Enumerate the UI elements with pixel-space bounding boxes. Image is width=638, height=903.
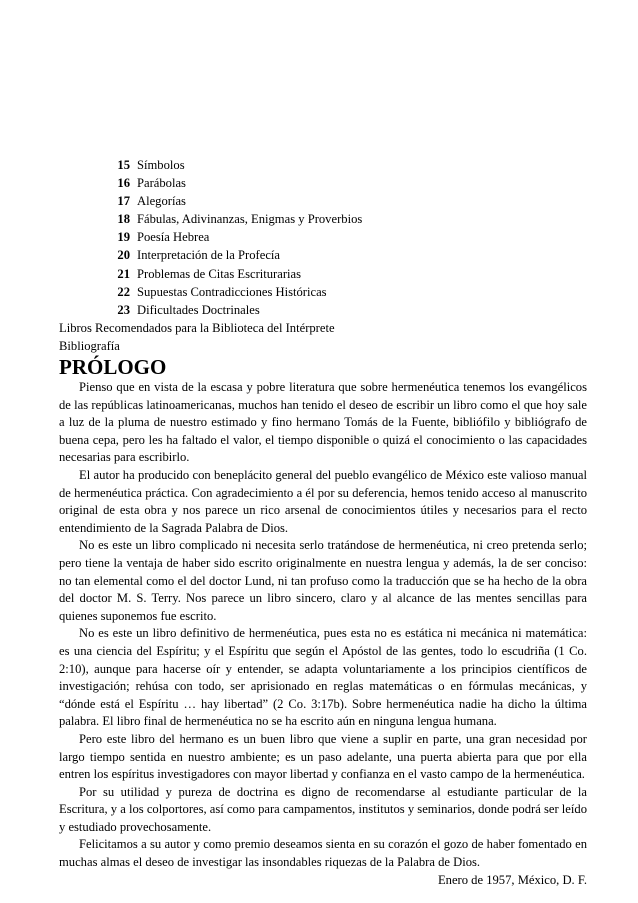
toc-entry [59, 301, 587, 319]
chapter-number: 21 [117, 266, 130, 281]
chapter-title: Alegorías [137, 194, 186, 209]
toc-entry [59, 246, 587, 264]
document-page [59, 156, 587, 889]
toc-entry-bibliografia: Bibliografía [59, 338, 120, 353]
chapter-title: Símbolos [137, 158, 185, 172]
chapter-title: Dificultades Doctrinales [137, 302, 260, 317]
prologue-body [59, 379, 587, 872]
toc-entry [59, 192, 587, 210]
toc-entry [59, 156, 587, 174]
paragraph: El autor ha producido con beneplácito general del pueblo evangélico de México este valioso manual de hermenéutica práctica. Con agradecimiento a él por su deferencia, hemos tenido acceso al manuscrito original de esta obra y nos parece un rico arsenal de conocimientos útiles y necesarios para el recto entendimiento de la Sagrada Palabra de Dios. [59, 468, 587, 535]
chapter-number: 20 [117, 248, 130, 263]
chapter-title: Poesía Hebrea [137, 230, 210, 245]
chapter-number: 23 [117, 302, 130, 317]
chapter-title: Parábolas [137, 176, 186, 191]
paragraph: Pienso que en vista de la escasa y pobre literatura que sobre hermenéutica tenemos los evangélicos de las repúblicas latinoamericanas, muchos han tenido el deseo de escribir un libro como el que hoy sale a luz de la pluma de nuestro estimado y fino hermano Tomás de la Fuente, bibliófilo y bibliógrafo de buena cepa, pero les ha faltado el valor, el tiempo disponible o quizá el conocimiento o las capacidades necesarias para escribirlo. [59, 380, 587, 465]
paragraph: Por su utilidad y pureza de doctrina es digno de recomendarse al estudiante particular de la Escritura, y a los colportores, así como para campamentos, institutos y seminarios, donde podrá ser leído y estudiado provechosamente. [59, 784, 587, 834]
chapter-number: 18 [117, 212, 130, 227]
toc-entry [59, 210, 587, 228]
date-signature: Enero de 1957, México, D. F. [437, 872, 587, 887]
paragraph: No es este un libro complicado ni necesita serlo tratándose de hermenéutica, ni creo pretenda serlo; pero tiene la ventaja de haber sido escrito originalmente en nuestra lengua y además, la de ser conciso: no tan elemental como el del doctor Lund, ni tan profuso como la traducción que se ha hecho de la obra del doctor M. S. Terry. Nos parece un libro sincero, claro y al alcance de las mentes sencillas para quienes suponemos fue escrito. [59, 538, 587, 623]
chapter-number: 16 [117, 176, 130, 191]
toc-entry-libros-recomendados: Libros Recomendados para la Biblioteca del Intérprete [59, 320, 335, 335]
chapter-number: 17 [117, 194, 130, 209]
table-of-contents [59, 156, 587, 319]
chapter-number: 22 [117, 284, 130, 299]
chapter-title: Fábulas, Adivinanzas, Enigmas y Proverbios [137, 212, 363, 227]
toc-entry [59, 283, 587, 301]
paragraph: Felicitamos a su autor y como premio deseamos sienta en su corazón el gozo de haber fomentado en muchas almas el deseo de investigar las insondables riquezas de la Palabra de Dios. [59, 837, 587, 870]
chapter-title: Interpretación de la Profecía [137, 248, 281, 263]
chapter-number: 15 [117, 158, 130, 172]
section-heading: PRÓLOGO [59, 355, 167, 380]
chapter-title: Problemas de Citas Escriturarias [137, 266, 302, 281]
chapter-number: 19 [117, 230, 130, 245]
toc-entry [59, 174, 587, 192]
paragraph: No es este un libro definitivo de hermenéutica, pues esta no es estática ni mecánica ni matemática: es una ciencia del Espíritu; y el Espíritu que según el Apóstol de las gentes, todo lo escudriña (1 Co. 2:10), aunque para hacerse oír y entender, se adapta voluntariamente a los principios científicos de investigación; rehúsa con todo, ser aprisionado en reglas matemáticas o en fórmulas mecánicas, y “dónde está el Espíritu … hay libertad” (2 Co. 3:17b). Sobre hermenéutica nadie ha dicho la última palabra. El libro final de hermenéutica no se ha escrito aún en ninguna lengua humana. [59, 626, 587, 729]
toc-entry [59, 265, 587, 283]
chapter-title: Supuestas Contradicciones Históricas [137, 284, 327, 299]
toc-entry [59, 228, 587, 246]
paragraph: Pero este libro del hermano es un buen libro que viene a suplir en parte, una gran necesidad por largo tiempo sentida en nuestro ambiente; es un paso adelante, una puerta abierta para que por ella entren los espíritus investigadores con mayor libertad y confianza en el vasto campo de la hermenéutica. [59, 731, 587, 782]
extra-entries [59, 319, 587, 355]
